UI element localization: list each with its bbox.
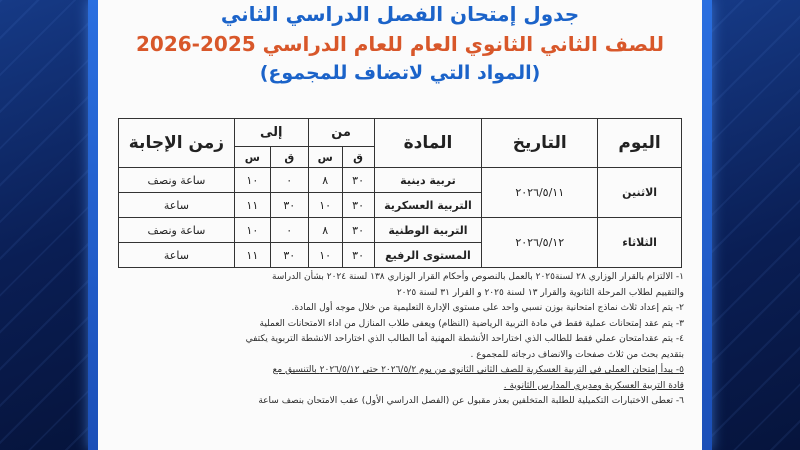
background-left-panel — [0, 0, 95, 450]
to-hour-cell: ١١ — [234, 243, 270, 268]
table-row — [119, 218, 682, 243]
from-minute-cell: ٣٠ — [342, 193, 374, 218]
from-hour-cell: ٨ — [308, 218, 342, 243]
note-line: ٥- يبدأ إمتحان العملي في التربية العسكرية للصف الثاني الثانوي من يوم ٢٠٢٦/٥/٢ حتى ٢٠٢٦/٥/١٢ بالتنسيق مع — [272, 365, 684, 375]
header-day: اليوم — [598, 119, 682, 168]
note-line: بتقديم بحث من ثلاث صفحات والانضاف درجاته للمجموع . — [470, 349, 684, 360]
table-row — [119, 168, 682, 193]
header-to-hour: س — [234, 147, 270, 168]
schedule-subtitle-subjects: (المواد التي لاتضاف للمجموع) — [259, 62, 541, 84]
header-to-minute: ق — [270, 147, 308, 168]
schedule-title: جدول إمتحان الفصل الدراسي الثاني — [220, 2, 580, 26]
duration-cell: ساعة ونصف — [119, 218, 235, 243]
header-from-minute: ق — [342, 147, 374, 168]
to-hour-cell: ١٠ — [234, 168, 270, 193]
duration-cell: ساعة ونصف — [119, 168, 235, 193]
note-line: ٤- يتم عقدامتحان عملي فقط للطالب الذي اختاراحد الأنشطة المهنية أما الطالب الذي اختاراحد الانشطة التربوية يكتفي — [245, 334, 684, 344]
header-duration: زمن الإجابة — [119, 119, 235, 168]
note-line: ٢- يتم إعداد ثلاث نماذج امتحانية بوزن نسبي واحد على مستوى الإدارة التعليمية من خلال موجه أول المادة. — [291, 303, 684, 313]
date-cell: ٢٠٢٦/٥/١٢ — [482, 218, 598, 268]
subject-cell: المستوى الرفيع — [374, 243, 482, 268]
subject-cell: تربية دينية — [374, 168, 482, 193]
to-minute-cell: ٣٠ — [270, 243, 308, 268]
date-cell: ٢٠٢٦/٥/١١ — [482, 168, 598, 218]
header-subject: المادة — [374, 119, 482, 168]
duration-cell: ساعة — [119, 193, 235, 218]
from-hour-cell: ٨ — [308, 168, 342, 193]
subject-cell: التربية الوطنية — [374, 218, 482, 243]
day-cell: الثلاثاء — [598, 218, 682, 268]
header-to: إلى — [234, 119, 308, 147]
note-line: ٦- تعطى الاختبارات التكميلية للطلبة المتخلفين بعذر مقبول عن (الفصل الدراسي الأول) عقب الامتحان بنصف ساعة — [258, 396, 684, 406]
header-date: التاريخ — [482, 119, 598, 168]
to-hour-cell: ١٠ — [234, 218, 270, 243]
note-line: قادة التربية العسكرية ومديري المدارس الثانوية . — [503, 380, 684, 391]
note-line: والتقييم لطلاب المرحلة الثانوية والقرار ١٣ لسنة ٢٠٢٥ و القرار ٣١ لسنة ٢٠٢٥ — [396, 287, 684, 298]
to-minute-cell: ٠ — [270, 218, 308, 243]
to-minute-cell: ٠ — [270, 168, 308, 193]
table-header-row — [119, 119, 682, 147]
from-minute-cell: ٣٠ — [342, 168, 374, 193]
from-hour-cell: ١٠ — [308, 243, 342, 268]
to-minute-cell: ٣٠ — [270, 193, 308, 218]
from-hour-cell: ١٠ — [308, 193, 342, 218]
duration-cell: ساعة — [119, 243, 235, 268]
note-line: ٣- يتم عقد إمتحانات عملية فقط في مادة التربية الرياضية (النظام) ويعفى طلاب المنازل من اداء الامتحانات العملية — [259, 318, 684, 329]
header-from: من — [308, 119, 374, 147]
from-minute-cell: ٣٠ — [342, 243, 374, 268]
background-right-panel — [705, 0, 800, 450]
exam-schedule-table — [118, 118, 682, 268]
day-cell: الاثنين — [598, 168, 682, 218]
subject-cell: التربية العسكرية — [374, 193, 482, 218]
notes-section — [118, 270, 684, 410]
note-line: ١- الالتزام بالقرار الوزاري ٢٨ لسنة٢٠٢٥ بالعمل بالنصوص وأحكام القرار الوزاري ١٣٨ لسنة ٢٠٢٤ بشأن الدراسة — [271, 272, 684, 282]
to-hour-cell: ١١ — [234, 193, 270, 218]
header-from-hour: س — [308, 147, 342, 168]
from-minute-cell: ٣٠ — [342, 218, 374, 243]
schedule-subtitle-grade-year: للصف الثاني الثانوي العام للعام الدراسي 2025-2026 — [136, 32, 664, 56]
